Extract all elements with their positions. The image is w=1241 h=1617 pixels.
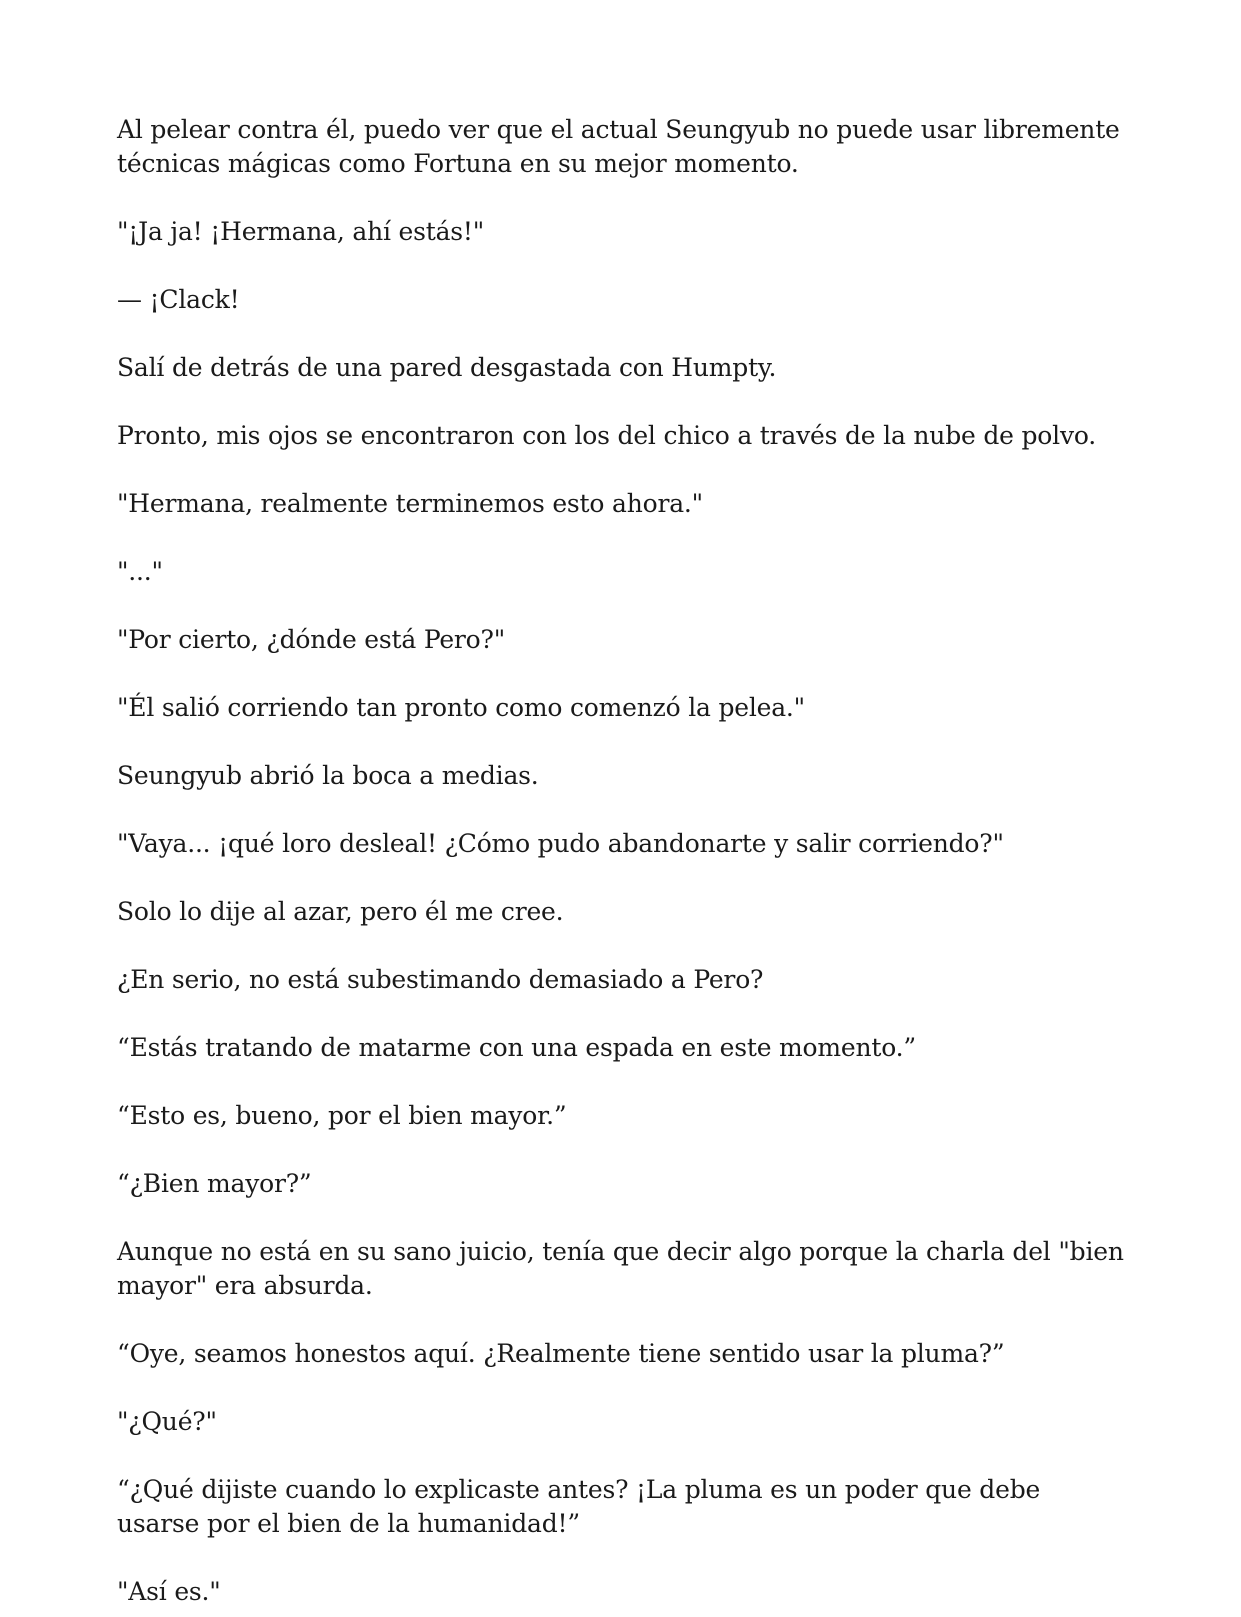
paragraph: — ¡Clack! (117, 285, 240, 314)
paragraph: “Esto es, bueno, por el bien mayor.” (117, 1101, 567, 1130)
paragraph: "..." (117, 557, 163, 586)
paragraph: Pronto, mis ojos se encontraron con los del chico a través de la nube de polvo. (117, 421, 1097, 450)
paragraph: “Oye, seamos honestos aquí. ¿Realmente tiene sentido usar la pluma?” (117, 1339, 1005, 1368)
paragraph: Salí de detrás de una pared desgastada con Humpty. (117, 353, 777, 382)
paragraph: Al pelear contra él, puedo ver que el actual Seungyub no puede usar libremente técnicas mágicas como Fortuna en su mejor momento. (117, 115, 1120, 178)
paragraph: "Él salió corriendo tan pronto como comenzó la pelea." (117, 693, 805, 722)
paragraph: Solo lo dije al azar, pero él me cree. (117, 897, 564, 926)
paragraph: "Así es." (117, 1577, 221, 1606)
paragraph: ¿En serio, no está subestimando demasiado a Pero? (117, 965, 764, 994)
paragraph: “Estás tratando de matarme con una espada en este momento.” (117, 1033, 916, 1062)
paragraph: Aunque no está en su sano juicio, tenía que decir algo porque la charla del "bien mayor" era absurda. (117, 1237, 1124, 1300)
document-body (117, 113, 1127, 1617)
paragraph: "Vaya... ¡qué loro desleal! ¿Cómo pudo abandonarte y salir corriendo?" (117, 829, 1004, 858)
paragraph: "Hermana, realmente terminemos esto ahora." (117, 489, 703, 518)
paragraph: "¡Ja ja! ¡Hermana, ahí estás!" (117, 217, 485, 246)
paragraph: “¿Bien mayor?” (117, 1169, 312, 1198)
paragraph: "¿Qué?" (117, 1407, 217, 1436)
paragraph: Seungyub abrió la boca a medias. (117, 761, 539, 790)
paragraph: "Por cierto, ¿dónde está Pero?" (117, 625, 506, 654)
paragraph: “¿Qué dijiste cuando lo explicaste antes? ¡La pluma es un poder que debe usarse por el bien de la humanidad!” (117, 1475, 1041, 1538)
